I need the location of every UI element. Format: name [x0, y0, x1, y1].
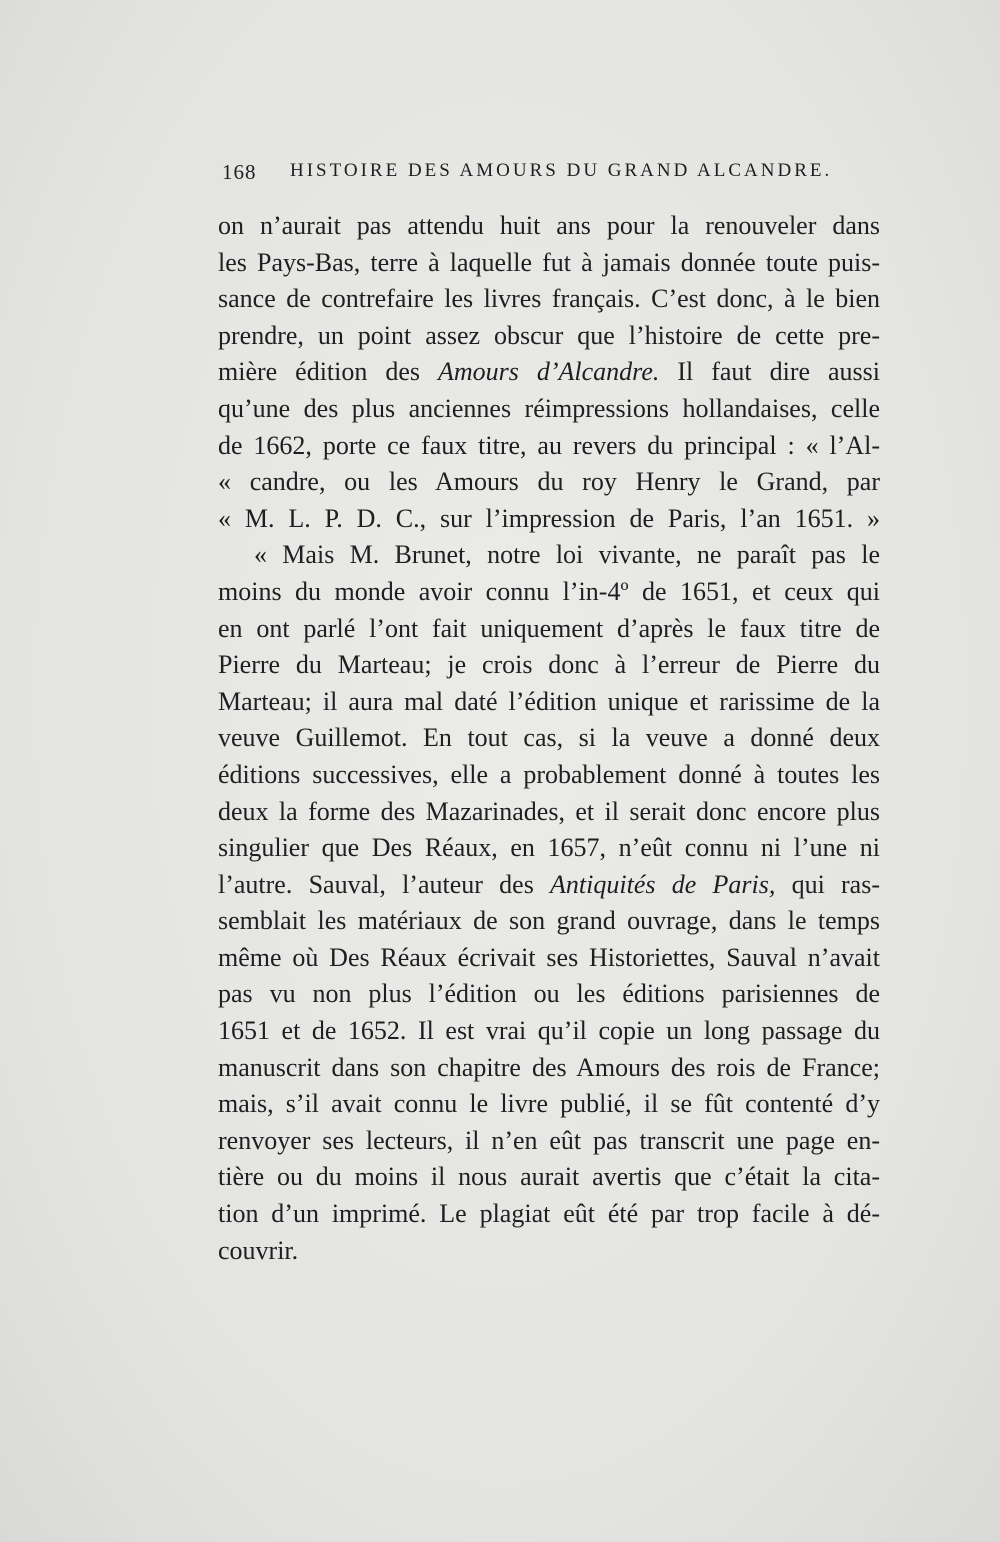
text-line: de 1662, porte ce faux titre, au revers du principal : « l’Al- [218, 430, 880, 460]
text-run: qui ras- [791, 869, 880, 899]
text-line [218, 354, 880, 391]
final-line: couvrir. [218, 1235, 299, 1265]
text-line: deux la forme des Mazarinades, et il serait donc encore plus [218, 796, 880, 826]
text-line [218, 867, 880, 904]
text-line: 1651 et de 1652. Il est vrai qu’il copie un long passage du [218, 1016, 880, 1046]
text-line: Marteau; il aura mal daté l’édition unique et rarissime de la [218, 686, 880, 716]
text-line: veuve Guillemot. En tout cas, si la veuve a donné deux [218, 723, 880, 753]
text-line: mais, s’il avait connu le livre publié, il se fût contenté d’y [218, 1089, 880, 1119]
text-run: mière édition des [218, 357, 421, 387]
text-run: Il faut dire aussi [677, 357, 881, 387]
text-line: prendre, un point assez obscur que l’histoire de cette pre- [218, 320, 880, 350]
italic-title: Antiquités de Paris, [550, 869, 776, 899]
running-title: HISTOIRE DES AMOURS DU GRAND ALCANDRE. [290, 160, 833, 181]
page-number: 168 [222, 160, 257, 184]
text-line: on n’aurait pas attendu huit ans pour la renouveler dans [218, 211, 880, 240]
text-line: éditions successives, elle a probablement donné à toutes les [218, 759, 880, 789]
italic-title: Amours d’Alcandre. [438, 357, 660, 387]
text-line: manuscrit dans son chapitre des Amours des rois de France; [218, 1052, 880, 1082]
text-line: Pierre du Marteau; je crois donc à l’erreur de Pierre du [218, 650, 880, 680]
text-line: semblait les matériaux de son grand ouvrage, dans le temps [218, 906, 880, 936]
text-line: renvoyer ses lecteurs, il n’en eût pas transcrit une page en- [218, 1125, 880, 1155]
text-line: tion d’un imprimé. Le plagiat eût été par trop facile à dé- [218, 1199, 880, 1229]
text-line: les Pays-Bas, terre à laquelle fut à jamais donnée toute puis- [218, 247, 880, 277]
text-line: singulier que Des Réaux, en 1657, n’eût connu ni l’une ni [218, 833, 880, 863]
text-line: pas vu non plus l’édition ou les éditions parisiennes de [218, 979, 880, 1009]
text-line: « M. L. P. D. C., sur l’impression de Paris, l’an 1651. » [218, 503, 880, 533]
text-line: en ont parlé l’ont fait uniquement d’après le faux titre de [218, 613, 880, 643]
text-line: moins du monde avoir connu l’in-4º de 1651, et ceux qui [218, 576, 880, 606]
text-run: l’autre. Sauval, l’auteur des [218, 869, 534, 899]
running-header [222, 160, 833, 190]
paragraph-start-line: « Mais M. Brunet, notre loi vivante, ne paraît pas le [254, 540, 880, 570]
text-line: tière ou du moins il nous aurait avertis que c’était la cita- [218, 1162, 880, 1192]
text-line: même où Des Réaux écrivait ses Historiettes, Sauval n’avait [218, 942, 880, 972]
text-line: « candre, ou les Amours du roy Henry le Grand, par [218, 467, 880, 497]
text-line: sance de contrefaire les livres français. C’est donc, à le bien [218, 284, 880, 314]
body-text [218, 208, 880, 1269]
text-line: qu’une des plus anciennes réimpressions hollandaises, celle [218, 393, 880, 423]
